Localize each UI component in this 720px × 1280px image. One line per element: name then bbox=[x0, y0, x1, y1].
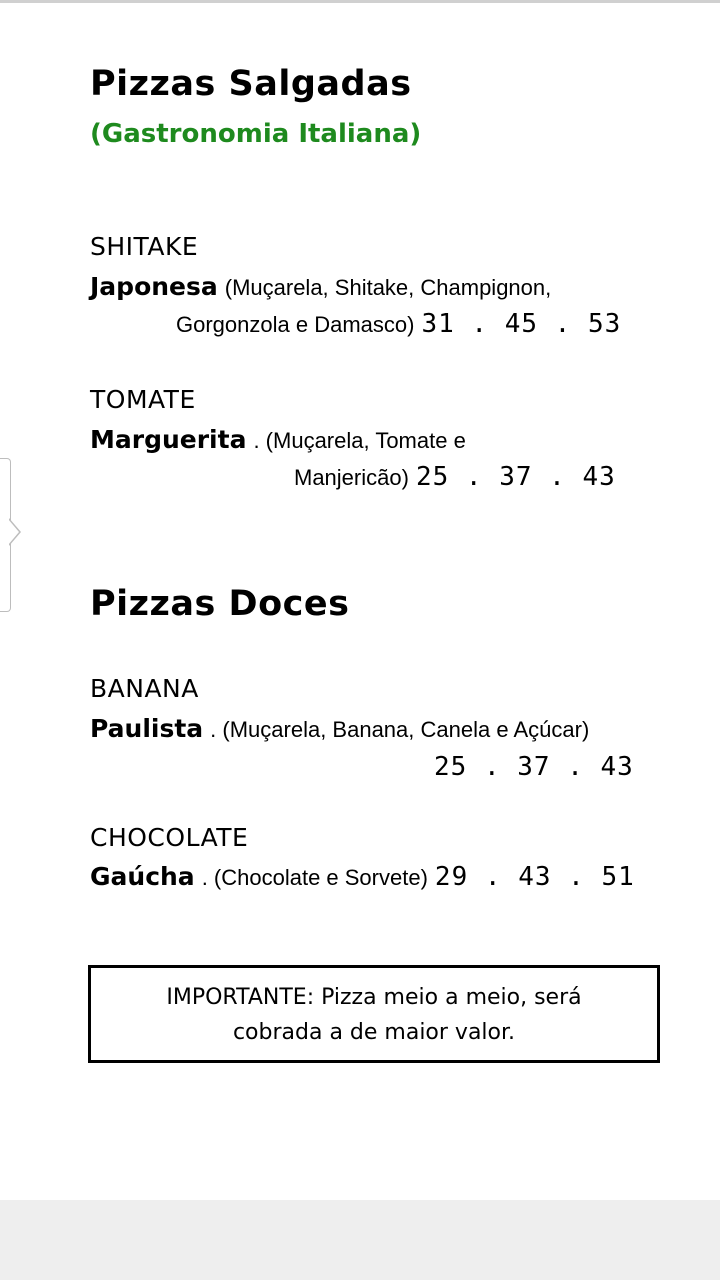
notice-line-1: IMPORTANTE: Pizza meio a meio, será bbox=[166, 985, 582, 1010]
section-title-salgadas: Pizzas Salgadas bbox=[90, 64, 412, 104]
menu-item-gaucha bbox=[90, 862, 635, 892]
item-prices-paulista: 25 . 37 . 43 bbox=[434, 752, 634, 782]
item-name: Japonesa bbox=[90, 272, 218, 301]
menu-item-marguerita-line2 bbox=[294, 462, 616, 492]
item-name: Paulista bbox=[90, 714, 204, 743]
notice-line-2: cobrada a de maior valor. bbox=[232, 1020, 516, 1045]
category-chocolate: CHOCOLATE bbox=[90, 823, 249, 852]
bottom-bar bbox=[0, 1200, 720, 1280]
item-description: (Muçarela, Shitake, Champignon, bbox=[224, 275, 552, 300]
section-subtitle: (Gastronomia Italiana) bbox=[90, 119, 422, 149]
item-prices: 31 . 45 . 53 bbox=[421, 309, 622, 339]
item-prices: 29 . 43 . 51 bbox=[434, 862, 635, 892]
chevron-right-icon[interactable] bbox=[9, 518, 21, 546]
item-name: Marguerita bbox=[90, 425, 247, 454]
category-tomate: TOMATE bbox=[90, 385, 196, 414]
item-description-cont: Manjericão) bbox=[294, 465, 409, 490]
menu-item-japonesa bbox=[90, 272, 551, 301]
item-prices: 25 . 37 . 43 bbox=[415, 462, 616, 492]
menu-item-marguerita bbox=[90, 425, 466, 454]
top-divider bbox=[0, 0, 720, 3]
menu-item-japonesa-line2 bbox=[176, 309, 621, 339]
section-title-doces: Pizzas Doces bbox=[90, 584, 350, 624]
important-notice-box bbox=[88, 965, 660, 1063]
category-banana: BANANA bbox=[90, 674, 199, 703]
category-shitake: SHITAKE bbox=[90, 232, 199, 261]
item-description: . (Chocolate e Sorvete) bbox=[201, 865, 428, 890]
item-name: Gaúcha bbox=[90, 862, 195, 891]
menu-item-paulista bbox=[90, 714, 589, 743]
item-description: . (Muçarela, Tomate e bbox=[253, 428, 466, 453]
item-description: . (Muçarela, Banana, Canela e Açúcar) bbox=[210, 717, 590, 742]
item-description-cont: Gorgonzola e Damasco) bbox=[176, 312, 415, 337]
